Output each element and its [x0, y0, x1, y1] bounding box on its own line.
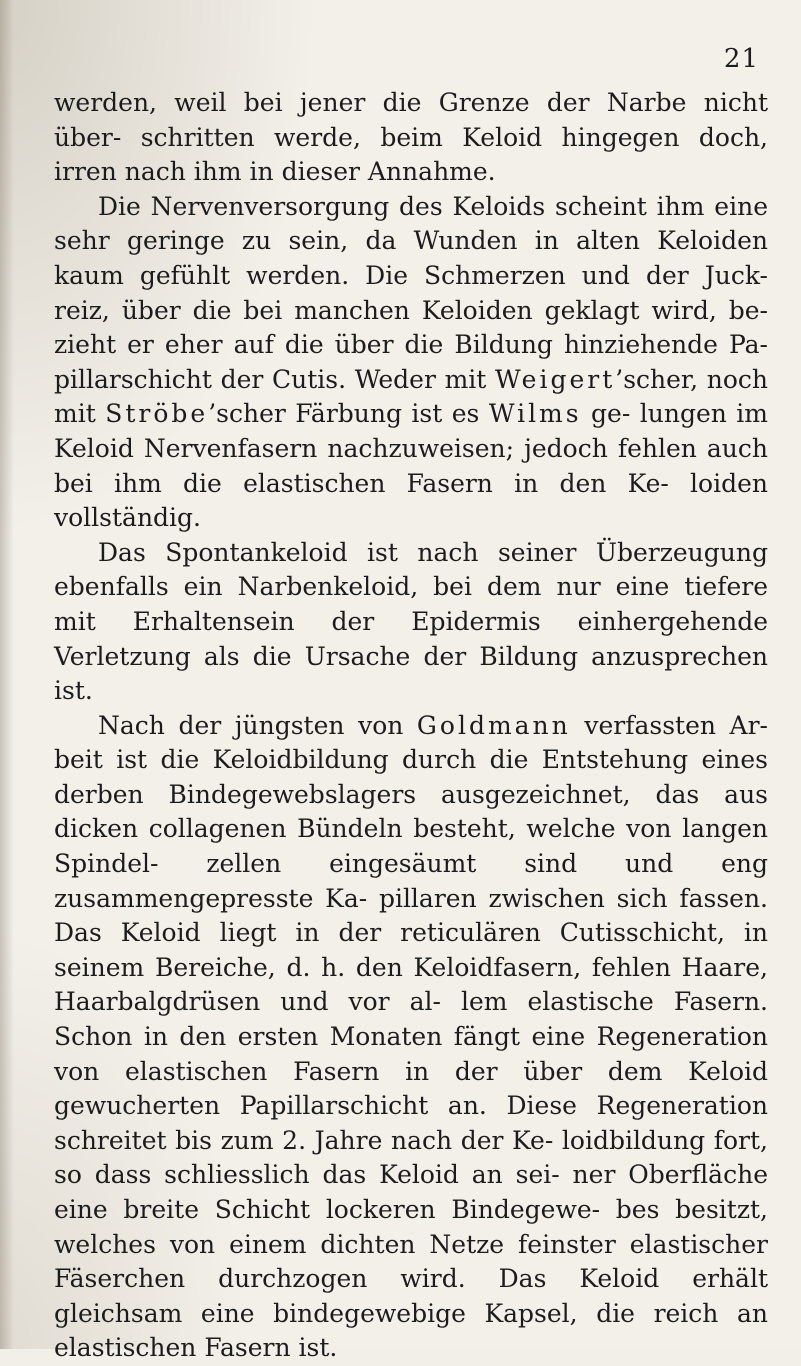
- text-segment: werden, weil bei jener die Grenze der Narbe nicht über- schritten werde, beim Keloid hingegen doch, irren nach ihm in dieser Annahme.: [54, 88, 768, 187]
- text-segment: ’scher, noch mit: [54, 364, 768, 429]
- text-segment: Das Spontankeloid ist nach seiner Überzeugung ebenfalls ein Narbenkeloid, bei dem nur eine tiefere mit Erhaltensein der Epidermis einhergehende Verletzung als die Ursache der Bildung anzusprechen ist.: [54, 537, 768, 706]
- author-name: Wilms: [488, 399, 582, 429]
- paragraph: [54, 536, 768, 709]
- paragraph: [54, 709, 768, 1366]
- page-number: 21: [723, 44, 759, 74]
- page-edge-shadow: [0, 0, 14, 1349]
- paragraph: [54, 86, 768, 190]
- text-segment: ’scher Färbung ist es: [208, 399, 489, 429]
- text-segment: Die Nervenversorgung des Keloids scheint ihm eine sehr geringe zu sein, da Wunden in alten Keloiden kaum gefühlt werden. Die Schmerzen und der Juck- reiz, über die bei manchen Keloiden geklagt wird, be- zieht er eher auf die über die Bildung hinziehende Pa- pillarschicht der Cutis. Weder mit: [54, 191, 768, 394]
- body-text: [54, 86, 768, 1366]
- author-name: Weigert: [495, 364, 616, 394]
- author-name: Goldmann: [416, 710, 571, 740]
- author-name: Ströbe: [105, 399, 209, 429]
- paragraph: [54, 190, 768, 536]
- text-segment: verfassten Ar- beit ist die Keloidbildung durch die Entstehung eines derben Bindegewebslagers ausgezeichnet, das aus dicken collagenen Bündeln besteht, welche von langen Spindel- zellen eingesäumt sind und eng zusammengepresste Ka- pillaren zwischen sich fassen. Das Keloid liegt in der reticulären Cutisschicht, in seinem Bereiche, d. h. den Keloidfasern, fehlen Haare, Haarbalgdrüsen und vor al- lem elastische Fasern. Schon in den ersten Monaten fängt eine Regeneration von elastischen Fasern in der über dem Keloid gewucherten Papillarschicht an. Diese Regeneration schreitet bis zum 2. Jahre nach der Ke- loidbildung fort, so dass schliesslich das Keloid an sei- ner Oberfläche eine breite Schicht lockeren Bindegewe- bes besitzt, welches von einem dichten Netze feinster elastischer Fäserchen durchzogen wird. Das Keloid erhält gleichsam eine bindegewebige Kapsel, die reich an elastischen Fasern ist.: [54, 710, 768, 1363]
- text-segment: ge- lungen im Keloid Nervenfasern nachzuweisen; jedoch fehlen auch bei ihm die elastischen Fasern in den Ke- loiden vollständig.: [54, 399, 768, 533]
- text-segment: Nach der jüngsten von: [98, 710, 417, 740]
